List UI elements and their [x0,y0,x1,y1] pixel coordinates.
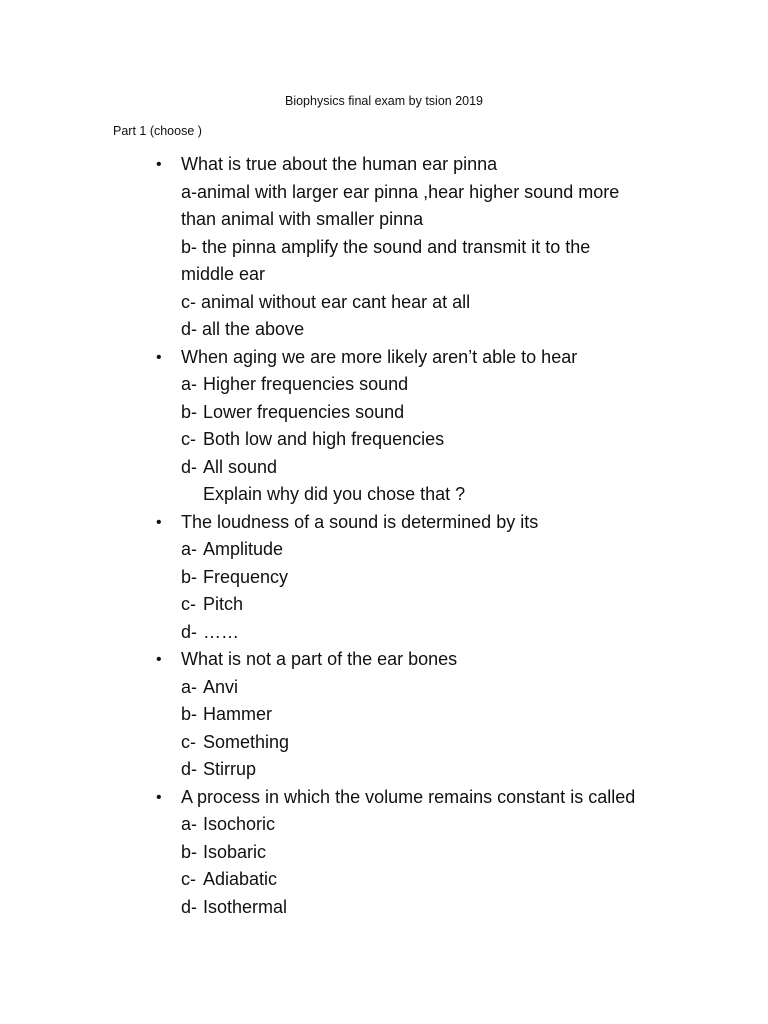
option-letter: a- [181,814,198,834]
question-5-option-b [181,839,668,867]
option-letter: d- [181,621,198,642]
option-letter: a- [181,539,198,559]
question-4-option-a [181,674,668,702]
option-letter: a- [181,676,198,697]
question-2-option-a [181,371,668,399]
option-text: Adiabatic [203,869,278,889]
question-1-option-a-line-2: than animal with smaller pinna [181,209,424,229]
question-list [0,151,768,921]
option-text: Amplitude [203,539,284,559]
option-text: Isochoric [203,814,276,834]
bullet-icon: • [156,788,162,806]
option-letter: b- [181,704,198,724]
question-3-stem: The loudness of a sound is determined by its [181,511,539,532]
question-2-stem: When aging we are more likely aren’t able to hear [181,346,578,367]
question-4-option-d [181,756,668,784]
option-letter: c- [181,869,196,889]
question-5 [0,784,768,922]
option-text: Something [203,731,290,752]
question-3-option-c [181,591,668,619]
question-2-explain-prompt: Explain why did you chose that ? [203,484,466,504]
question-3-option-a [181,536,668,564]
document-title: Biophysics final exam by tsion 2019 [284,94,484,108]
option-text: Anvi [203,676,239,697]
question-2-option-d [181,454,668,482]
option-letter: d- [181,759,198,779]
question-1 [0,151,768,344]
question-1-option-d: d- all the above [181,319,305,339]
question-2 [0,344,768,509]
question-5-option-c [181,866,668,894]
option-letter: d- [181,456,198,477]
question-3-option-d [181,619,668,647]
question-1-option-c: c- animal without ear cant hear at all [181,291,471,312]
question-5-stem: A process in which the volume remains constant is called [181,786,636,807]
question-4-option-c [181,729,668,757]
bullet-icon: • [156,513,162,531]
question-1-option-b-line-2: middle ear [181,264,266,284]
bullet-icon: • [156,156,162,173]
option-text: Stirrup [203,759,257,779]
question-1-option-b-line-1: b- the pinna amplify the sound and transmit it to the [181,236,591,257]
option-letter: c- [181,731,196,752]
option-letter: b- [181,566,198,587]
option-letter: c- [181,429,196,449]
option-letter: a- [181,374,198,394]
question-2-option-c [181,426,668,454]
question-3-option-b [181,564,668,592]
option-text: Both low and high frequencies [203,429,445,449]
question-1-stem: What is true about the human ear pinna [181,154,498,174]
question-4-stem: What is not a part of the ear bones [181,649,458,669]
question-4 [0,646,768,784]
option-letter: b- [181,401,198,422]
question-1-option-a-line-1: a-animal with larger ear pinna ,hear higher sound more [181,181,620,202]
option-text: …… [203,621,239,642]
option-letter: b- [181,841,198,862]
option-letter: d- [181,896,198,917]
option-text: Isobaric [203,841,267,862]
question-4-option-b [181,701,668,729]
question-3 [0,509,768,647]
question-5-option-a [181,811,668,839]
bullet-icon: • [156,651,162,668]
question-5-option-d [181,894,668,922]
option-text: All sound [203,456,278,477]
option-text: Hammer [203,704,273,724]
option-text: Lower frequencies sound [203,401,405,422]
part-heading: Part 1 (choose ) [113,124,202,138]
question-2-option-b [181,399,668,427]
option-text: Higher frequencies sound [203,374,409,394]
option-text: Isothermal [203,896,288,917]
option-letter: c- [181,594,196,614]
option-text: Pitch [203,594,244,614]
bullet-icon: • [156,348,162,366]
option-text: Frequency [203,566,289,587]
